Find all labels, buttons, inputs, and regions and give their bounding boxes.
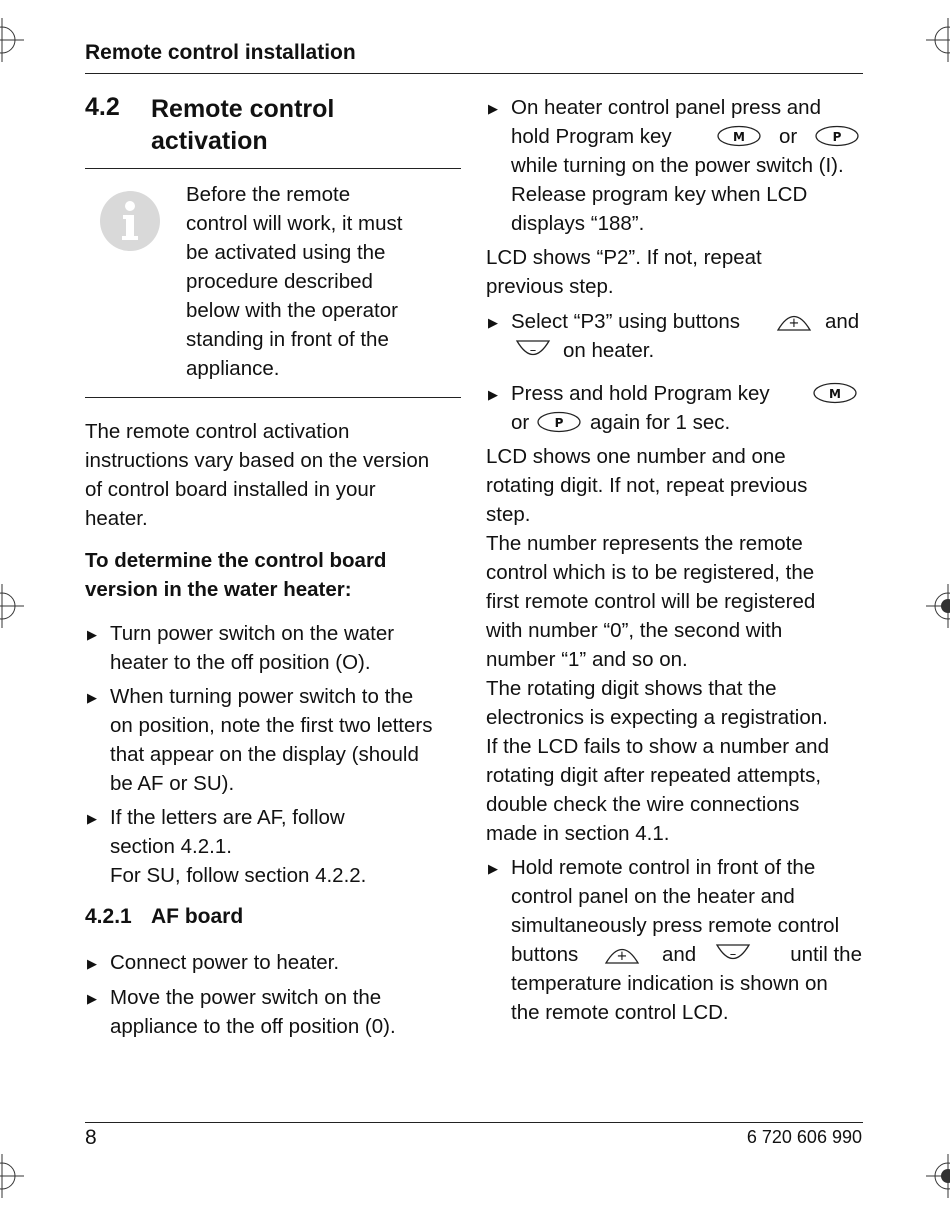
- running-header: Remote control installation: [85, 41, 356, 64]
- step-turn-off: Turn power switch on the water heater to the off position (O).: [110, 622, 395, 674]
- bullet-icon: ▶: [87, 991, 97, 1006]
- bullet-icon: ▶: [488, 315, 498, 330]
- bullet-icon: ▶: [87, 811, 97, 826]
- m-key-icon: [717, 125, 761, 155]
- info-icon: [99, 190, 161, 252]
- step-move-switch: Move the power switch on the appliance to the off position (0).: [110, 986, 396, 1038]
- bullet-icon: ▶: [488, 101, 498, 116]
- control-board-subheading: To determine the control board version in the water heater:: [85, 549, 387, 601]
- note-bottom-rule: [85, 397, 461, 398]
- subsection-title: AF board: [151, 905, 244, 928]
- registration-mark-bottom-left: [0, 1154, 24, 1198]
- p-key-icon: [537, 411, 581, 441]
- bullet-icon: ▶: [87, 690, 97, 705]
- step-press-again: Press and hold Program key M or P again for 1 sec.: [511, 379, 862, 437]
- svg-text:P: P: [554, 416, 564, 430]
- footer-rule: [85, 1122, 863, 1123]
- registration-mark-top-left: [0, 18, 24, 62]
- svg-text:–: –: [529, 343, 537, 358]
- header-rule: [85, 73, 863, 74]
- step-hold-program-key: On heater control panel press and hold Program key M or P while turning on the power switch (I). Release program key when LCD displays “188”.: [511, 93, 862, 238]
- step-follow-section: If the letters are AF, follow section 4.2.1. For SU, follow section 4.2.2.: [110, 806, 367, 887]
- step-select-p3: Select “P3” using buttons + and – on heater.: [511, 307, 862, 365]
- lcd-p2-paragraph: LCD shows “P2”. If not, repeat previous step.: [486, 246, 762, 298]
- registration-mark-mid-left: [0, 584, 24, 628]
- bullet-icon: ▶: [87, 627, 97, 642]
- intro-paragraph: The remote control activation instructions vary based on the version of control board installed in your heater.: [85, 420, 430, 530]
- svg-text:M: M: [733, 130, 745, 144]
- note-text: Before the remote control will work, it must be activated using the procedure described below with the operator standing in front of the appliance.: [186, 183, 403, 380]
- number-explanation-paragraph: The number represents the remote control which is to be registered, the first remote control will be registered with number “0”, the second with number “1” and so on.: [486, 532, 816, 671]
- step-connect-power: Connect power to heater.: [110, 951, 340, 974]
- step-note-letters: When turning power switch to the on position, note the first two letters that appear on the display (should be AF or SU).: [110, 685, 433, 795]
- subsection-number: 4.2.1: [85, 905, 132, 928]
- page-number: 8: [85, 1126, 97, 1149]
- bullet-icon: ▶: [488, 861, 498, 876]
- registration-mark-mid-right: [926, 584, 950, 628]
- minus-button-icon: [715, 942, 751, 974]
- svg-text:M: M: [829, 387, 841, 401]
- rotating-digit-paragraph: The rotating digit shows that the electronics is expecting a registration. If the LCD fails to show a number and rotating digit after repeated attempts, double check the wire connections made in section 4.1.: [486, 677, 829, 845]
- bullet-icon: ▶: [488, 387, 498, 402]
- svg-text:P: P: [832, 130, 842, 144]
- step-hold-remote: Hold remote control in front of the control panel on the heater and simultaneously press remote control buttons + and – until the temperature indication is shown on the remote control LCD.: [511, 856, 862, 1024]
- svg-text:–: –: [729, 947, 737, 962]
- document-number: 6 720 606 990: [746, 1127, 862, 1147]
- minus-button-icon: [515, 338, 551, 370]
- section-title: Remote control activation: [151, 95, 335, 155]
- section-number: 4.2: [85, 93, 120, 121]
- registration-mark-bottom-right: [926, 1154, 950, 1198]
- svg-text:+: +: [616, 949, 628, 964]
- registration-mark-top-right: [926, 18, 950, 62]
- lcd-number-paragraph: LCD shows one number and one rotating digit. If not, repeat previous step.: [486, 445, 808, 526]
- note-top-rule: [85, 168, 461, 169]
- plus-button-icon: [604, 942, 640, 974]
- bullet-icon: ▶: [87, 956, 97, 971]
- svg-text:+: +: [788, 316, 800, 331]
- p-key-icon: [815, 125, 859, 155]
